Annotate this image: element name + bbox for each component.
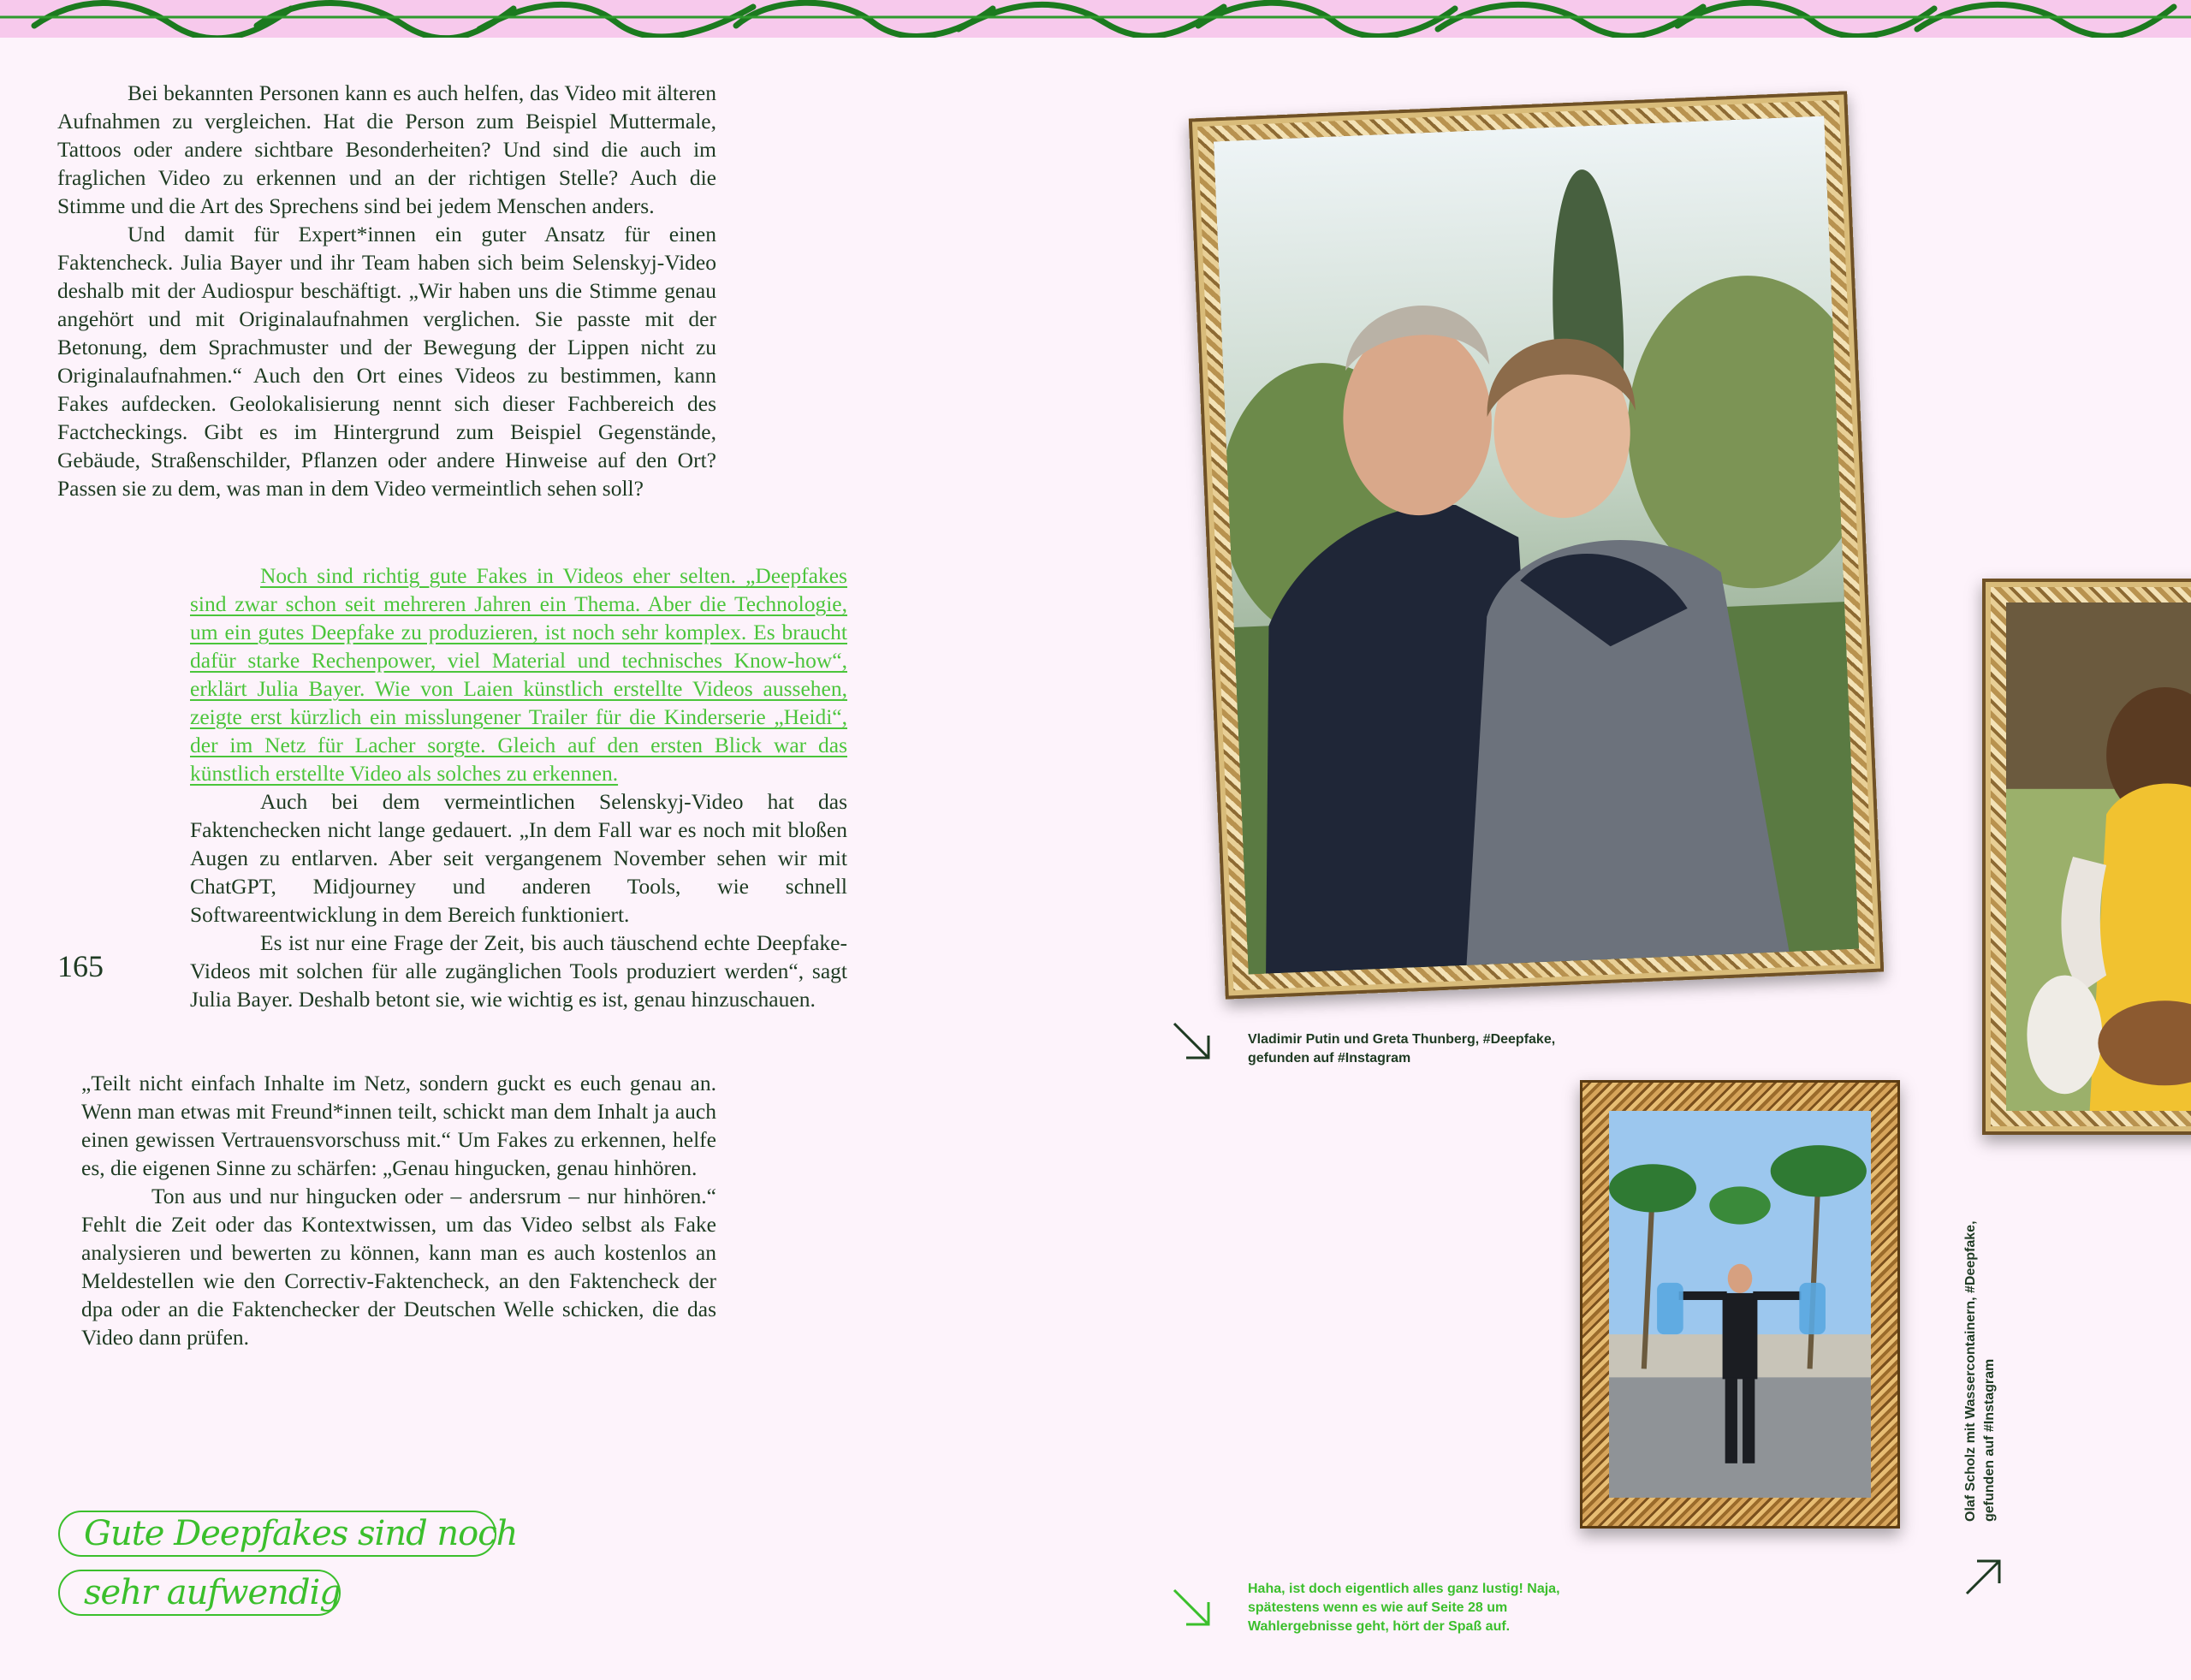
- body-text-column-bottom: [81, 1069, 716, 1351]
- page-number: 165: [57, 949, 104, 983]
- deepfake-photo-putin-thunberg: [1214, 116, 1859, 974]
- highlighted-text: Noch sind richtig gute Fakes in Videos eher selten. „Deepfakes sind zwar schon seit mehreren Jahren ein Thema. Aber die Technologie, um ein gutes Deepfake zu produzieren, ist noch sehr komplex. Es braucht dafür starke Rechenpower, viel Material und technisches Know-how“, erklärt Julia Bayer. Wie von Laien künstlich erstellte Videos aussehen, zeigte erst kürzlich ein misslungener Trailer für die Kinderserie „Heidi“, der im Netz für Lacher sorgte. Gleich auf den ersten Blick war das künstlich erstellte Video als solches zu erkennen.: [190, 563, 847, 786]
- pull-quote-line-2: sehr aufwendig: [58, 1570, 341, 1616]
- caption-scholz-water: Haha, ist doch eigentlich alles ganz lustig! Naja, spätestens wenn es wie auf Seite 28 um Wahlergebnisse geht, hört der Spaß auf.: [1248, 1582, 1560, 1634]
- pull-quote-line-1: Gute Deepfakes sind noch: [58, 1511, 496, 1557]
- arrow-up-right-icon: [1960, 1552, 2008, 1600]
- photo-area: [1609, 1111, 1871, 1498]
- paragraph-5: Es ist nur eine Frage der Zeit, bis auch täuschend echte Deepfake-Videos mit solchen für alle zugänglichen Tools produziert werden“, sagt Julia Bayer. Deshalb betont sie, wie wichtig es ist, genau hinzuschauen.: [190, 930, 847, 1012]
- body-text-column-middle: [190, 561, 847, 1013]
- body-text-column-top: [57, 79, 716, 502]
- paragraph-highlighted: [190, 561, 847, 787]
- paragraph-7: Ton aus und nur hingucken oder – andersrum – nur hinhören.“ Fehlt die Zeit oder das Kontextwissen, um das Video selbst als Fake analysieren und bewerten zu können, kann man es auch kostenlos an Meldestellen wie den Correctiv-Faktencheck, an den Faktencheck der dpa oder an die Faktenchecker der Deutschen Welle schicken, die das Video dann prüfen.: [81, 1184, 716, 1350]
- paragraph-6: „Teilt nicht einfach Inhalte im Netz, sondern guckt es euch genau an. Wenn man etwas mit Freund*innen teilt, schickt man dem Inhalt ja auch einen gewissen Vertrauensvorschuss mit.“ Um Fakes zu erkennen, helfe es, die eigenen Sinne zu schärfen: „Genau hingucken, genau hinhören.: [81, 1071, 716, 1180]
- caption-scholz-side: Olaf Scholz mit Wassercontainern, #Deepfake, gefunden auf #Instagram: [1963, 1220, 1997, 1522]
- paragraph-1: Bei bekannten Personen kann es auch helfen, das Video mit älteren Aufnahmen zu vergleichen. Hat die Person zum Beispiel Muttermale, Tattoos oder andere sichtbare Besonderheiten? Und sind die auch im fraglichen Video zu erkennen und an der richtigen Stelle? Auch die Stimme und die Art des Sprechens sind bei jedem Menschen anders.: [57, 80, 716, 218]
- ornate-picture-frame-partial: [1982, 579, 2191, 1135]
- photo-area: [2006, 603, 2191, 1111]
- decorative-header-band: [0, 0, 2191, 38]
- photo-area: [1214, 116, 1859, 974]
- arrow-down-right-icon: [1169, 1585, 1217, 1633]
- paragraph-2: Und damit für Expert*innen ein guter Ansatz für einen Faktencheck. Julia Bayer und ihr Team haben sich beim Selenskyj-Video deshalb mit der Audiospur beschäftigt. „Wir haben uns die Stimme genau angehört und mit Originalaufnahmen verglichen. Sie passte mit der Betonung, dem Sprachmuster und der Bewegung der Lippen nicht zu Originalaufnahmen.“ Auch den Ort eines Videos zu bestimmen, kann Fakes aufdecken. Geolokalisierung nennt sich dieser Fachbereich des Factcheckings. Gibt es im Hintergrund zum Beispiel Gegenstände, Gebäude, Straßenschilder, Pflanzen oder andere Hinweise auf den Ort? Passen sie zu dem, was man in dem Video vermeintlich sehen soll?: [57, 222, 716, 501]
- ornate-picture-frame-putin: [1189, 91, 1884, 999]
- gold-picture-frame-scholz: [1580, 1080, 1900, 1529]
- arrow-down-right-icon: [1169, 1018, 1217, 1066]
- paragraph-4: Auch bei dem vermeintlichen Selenskyj-Video hat das Faktenchecken nicht lange gedauert. „In dem Fall war es noch mit bloßen Augen zu entlarven. Aber seit vergangenem November sehen wir mit ChatGPT, Midjourney und anderen Tools, wie schnell Softwareentwicklung in dem Bereich funktioniert.: [190, 789, 847, 927]
- deepfake-photo-scholz: [1609, 1111, 1871, 1498]
- caption-putin: Vladimir Putin und Greta Thunberg, #Deepfake, gefunden auf #Instagram: [1248, 1032, 1556, 1066]
- deepfake-photo-partial: [2006, 603, 2191, 1111]
